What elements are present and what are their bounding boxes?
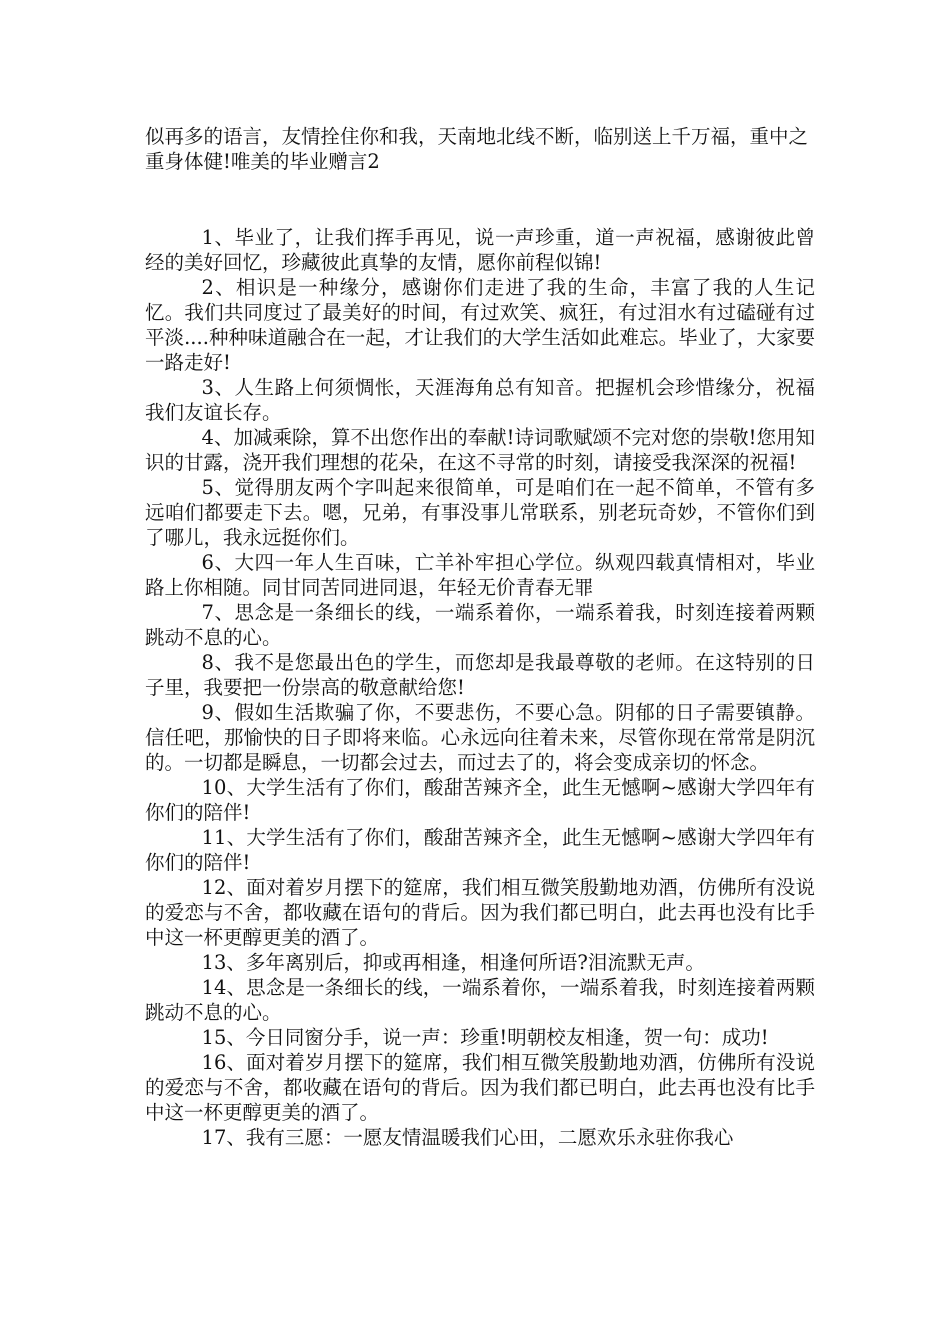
message-item-8: 8、我不是您最出色的学生，而您却是我最尊敬的老师。在这特别的日子里，我要把一份崇高的敬意献给您!: [145, 651, 815, 699]
message-item-10: 10、大学生活有了你们，酸甜苦辣齐全，此生无憾啊~感谢大学四年有你们的陪伴!: [145, 776, 815, 824]
message-item-13: 13、多年离别后，抑或再相逢，相逢何所语?泪流默无声。: [201, 951, 705, 974]
message-item-6: 6、大四一年人生百味，亡羊补牢担心学位。纵观四载真情相对，毕业路上你相随。同甘同苦同进同退，年轻无价青春无罪: [145, 551, 815, 599]
message-item-5: 5、觉得朋友两个字叫起来很简单，可是咱们在一起不简单，不管有多远咱们都要走下去。嗯，兄弟，有事没事儿常联系，别老玩奇妙，不管你们到了哪儿，我永远挺你们。: [145, 476, 815, 549]
intro-paragraph: 似再多的语言，友情拴住你和我，天南地北线不断，临别送上千万福，重中之重身体健!唯美的毕业赠言2: [145, 125, 809, 173]
message-item-14: 14、思念是一条细长的线，一端系着你，一端系着我，时刻连接着两颗跳动不息的心。: [145, 976, 815, 1024]
message-item-7: 7、思念是一条细长的线，一端系着你，一端系着我，时刻连接着两颗跳动不息的心。: [145, 601, 815, 649]
message-item-11: 11、大学生活有了你们，酸甜苦辣齐全，此生无憾啊~感谢大学四年有你们的陪伴!: [145, 826, 815, 874]
message-item-17: 17、我有三愿：一愿友情温暖我们心田，二愿欢乐永驻你我心: [201, 1126, 734, 1149]
message-item-12: 12、面对着岁月摆下的筵席，我们相互微笑殷勤地劝酒，仿佛所有没说的爱恋与不舍，都收藏在语句的背后。因为我们都已明白，此去再也没有比手中这一杯更醇更美的酒了。: [145, 876, 815, 949]
message-item-3: 3、人生路上何须惆怅，天涯海角总有知音。把握机会珍惜缘分，祝福我们友谊长存。: [145, 376, 815, 424]
message-item-1: 1、毕业了，让我们挥手再见，说一声珍重，道一声祝福，感谢彼此曾经的美好回忆，珍藏彼此真挚的友情，愿你前程似锦!: [145, 226, 815, 274]
message-item-15: 15、今日同窗分手，说一声：珍重!明朝校友相逢，贺一句：成功!: [201, 1026, 769, 1049]
message-item-9: 9、假如生活欺骗了你，不要悲伤，不要心急。阴郁的日子需要镇静。信任吧，那愉快的日子即将来临。心永远向往着未来，尽管你现在常常是阴沉的。一切都是瞬息，一切都会过去，而过去了的，将会变成亲切的怀念。: [145, 701, 815, 774]
message-list: [145, 225, 815, 1150]
message-item-16: 16、面对着岁月摆下的筵席，我们相互微笑殷勤地劝酒，仿佛所有没说的爱恋与不舍，都收藏在语句的背后。因为我们都已明白，此去再也没有比手中这一杯更醇更美的酒了。: [145, 1051, 815, 1124]
message-item-2: 2、相识是一种缘分，感谢你们走进了我的生命，丰富了我的人生记忆。我们共同度过了最美好的时间，有过欢笑、疯狂，有过泪水有过磕碰有过平淡....种种味道融合在一起，才让我们的大学生活如此难忘。毕业了，大家要一路走好!: [145, 276, 815, 374]
message-item-4: 4、加减乘除，算不出您作出的奉献!诗词歌赋颂不完对您的崇敬!您用知识的甘露，浇开我们理想的花朵，在这不寻常的时刻，请接受我深深的祝福!: [145, 426, 815, 474]
